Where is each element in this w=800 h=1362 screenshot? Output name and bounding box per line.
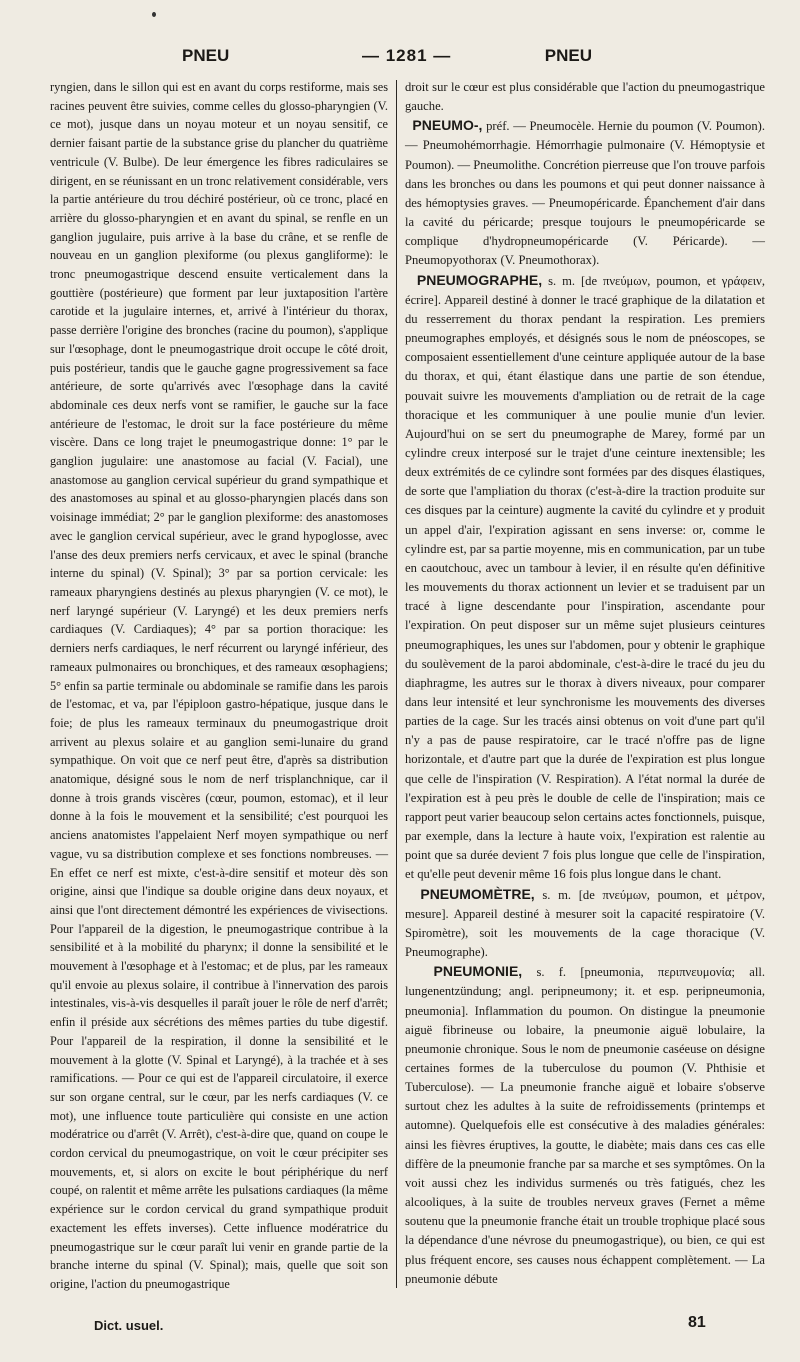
footer-signature: Dict. usuel.	[94, 1318, 164, 1333]
right-column	[405, 78, 765, 1289]
left-column-text: ryngien, dans le sillon qui est en avant du corps restiforme, mais ses racines peuvent être suivies, comme celles du glosso-pharyngien (V. ce mot), jusque dans un noyau moteur et un noyau sensitif, ce dernier faisant partie de la substance grise du plancher du quatrième ventricule (V. Bulbe). De leur émergence les fibres radiculaires se dirigent, en se réunissant en un tronc relativement considérable, vers la partie antérieure du trou déchiré postérieur, où ce tronc, placé en arrière du glosso-pharyngien et en avant du spinal, se renfle en un ganglion jugulaire, puis arrive à la base du crâne, et se renfle de nouveau en un ganglion plexiforme (ou plexus gangliforme): le tronc pneumogastrique descend ensuite verticalement dans la gouttière (postérieure) que forment par leur juxtaposition l'artère carotide et la jugulaire internes, et, arrivé à l'intérieur du thorax, passe derrière l'origine des bronches (racine du poumon), s'applique sur l'œsophage, dont le pneumogastrique droit occupe le côté droit, puis postérieur, tandis que le gauche gagne progressivement sa face antérieure, de sorte qu'arrivés avec l'œsophage dans la cavité abdominale ces deux nerfs vont se ramifier, le gauche sur la face antérieure de l'estomac, le droit sur la face postérieure du même viscère. Dans ce long trajet le pneumogastrique donne: 1° par le ganglion jugulaire: une anastomose au facial (V. Facial), une anastomose au ganglion cervical supérieur du grand sympathique et des anastomoses au spinal et au glosso-pharyngien placés dans son voisinage immédiat; 2° par le ganglion plexiforme: des anastomoses avec le ganglion cervical supérieur, avec le grand hypoglosse, avec l'anse des deux premiers nerfs cervicaux, et avec le spinal (branche interne du spinal) (V. Spinal); 3° par sa portion cervicale: les rameaux pharyngiens destinés au plexus pharyngien (V. ce mot), le nerf laryngé supérieur (V. Laryngé) et les deux premiers nerfs cardiaques (V. Cardiaques); 4° par sa portion thoracique: les derniers nerfs cardiaques, le nerf récurrent ou laryngé inférieur, des rameaux pulmonaires ou bronchiques, et des rameaux œsophagiens; 5° enfin sa partie terminale ou abdominale se ramifie dans les parois de l'estomac, et va, par l'épiploon gastro-hépatique, jusque dans le foie; de plus les rameaux terminaux du pneumogastrique droit arrivent au plexus solaire et au ganglion semi-lunaire du grand sympathique. On voit que ce nerf peut être, d'après sa distribution anatomique, désigné sous le nom de nerf trisplanchnique, car il donne à trois grands viscères (cœur, poumon, estomac), et il leur donne à la fois le mouvement et la sensibilité; c'est pourquoi les anciens anatomistes l'appelaient Nerf moyen sympathique ou nerf vague, vu sa distribution complexe et ses fonctions nombreuses. — En effet ce nerf est mixte, c'est-à-dire sensitif et moteur dès son origine, ainsi que l'indique sa double origine dans deux noyaux, et ainsi que l'ont directement démontré les expériences de vivisections. Pour l'appareil de la digestion, le pneumogastrique contribue à la sensibilité et à la mobilité du pharynx; il donne la sensibilité et le mouvement à l'œsophage et à l'estomac; et de plus, par les rameaux qu'il envoie au plexus solaire, il contribue à l'innervation des parois intestinales, vis-à-vis desquelles il paraît jouer le rôle de nerf d'arrêt; enfin il préside aux sécrétions des mêmes parties du tube digestif. Pour l'appareil de la respiration, il donne la sensibilité et le mouvement à la glotte (V. Spinal et Laryngé), à la trachée et à ses ramifications. — Pour ce qui est de l'appareil circulatoire, il exerce sur son organe central, sur le cœur, par les nerfs cardiaques (V. ce mot), une influence toute particulière qui consiste en une action modératrice ou d'arrêt (V. Arrêt), c'est-à-dire que, quand on coupe le cordon cervical du pneumogastrique, on voit le cœur précipiter ses mouvements, et, si alors on excite le bout périphérique du nerf coupé, on ralentit et même arrête les pulsations cardiaques (la même expérience sur le cordon cervical du grand sympathique produit exactement les effets inverses). Cette influence modératrice du pneumogastrique sur le cœur paraît lui venir en grande partie de la branche interne du spinal (V. Spinal); mais, quelle que soit son origine, l'action du pneumogastrique	[50, 80, 388, 1291]
entry-body-pneumo: préf. — Pneumocèle. Hernie du poumon (V. Poumon). — Pneumohémorrhagie. Hémorrhagie pulmonaire (V. Hémoptysie et Poumon). — Pneumolithe. Concrétion pierreuse que l'on trouve parfois dans les bronches ou dans les poumons et qui peut donner naissance à des hémoptysies graves. — Pneumopéricarde. Épanchement d'air dans la cavité du péricarde; presque toujours le pneumopéricarde se complique d'hydropneumopéricarde (V. Péricarde). — Pneumopyothorax (V. Pneumothorax).	[405, 119, 765, 268]
entry-body-pneumographe: s. m. [de πνεύμων, poumon, et γράφειν, écrire]. Appareil destiné à donner le tracé graphique de la dilatation et du resserrement du thorax pendant la respiration. Les premiers pneumographes employés, et désignés sous le nom de pnéoscopes, se composaient essentiellement d'une ceinture appliquée autour de la base du thorax, et qui, étant élastique dans une partie de son étendue, pouvait suivre les mouvements d'ampliation ou de retrait de la cage thoracique et les communiquer à une poulie munie d'un levier. Aujourd'hui on se sert du pneumographe de Marey, formé par un cylindre creux interposé sur le trajet d'une ceinture inextensible; les deux extrémités de ce cylindre sont formées par des disques élastiques, de sorte que l'ampliation du thorax (c'est-à-dire la traction produite sur ces disques par la ceinture) augmente la cavité du cylindre et y produit un appel d'air, l'expiration agissant en sens inverse: or, comme le cylindre est, par sa partie moyenne, mis en communication, par un tube en caoutchouc, avec un tambour à levier, il en résulte qu'en définitive les mouvements du thorax actionnent un levier et se traduisent par un tracé à ligne descendante pour l'inspiration, ascendante pour l'expiration. On peut disposer sur un même sujet plusieurs ceintures pneumographiques, les unes sur l'abdomen, pour y obtenir le graphique du soulèvement de la paroi abdominale, c'est-à-dire le tracé du jeu du diaphragme, les autres sur le thorax à divers niveaux, pour comparer dans leur intensité et leur synchronisme les mouvements des diverses parties de la cage. Sur les tracés ainsi obtenus on voit d'une part qu'il n'y a pas de pause respiratoire, car le tracé n'offre pas de ligne horizontale, et d'autre part que la durée de l'expiration est plus longue que celle de l'inspiration (V. Respiration). A l'état normal la durée de l'expiration est à peu près le double de celle de l'inspiration; mais ce rapport peut varier beaucoup selon certains actes fonctionnels, puisque, par exemple, dans la lecture à haute voix, l'expiration est ralentie au point que sa durée devient 7 fois plus longue que celle de l'inspiration, et qu'elle peut devenir même 16 fois plus longue dans le chant.	[405, 273, 766, 882]
ink-speck	[152, 12, 156, 17]
page-number-header: — 1281 —	[362, 46, 452, 65]
footer-sheet-number: 81	[688, 1314, 706, 1331]
entry-pneumo	[405, 116, 765, 270]
entry-heading-pneumometre: PNEUMOMÈTRE,	[420, 885, 535, 902]
continuation-text: droit sur le cœur est plus considérable que l'action du pneumogastrique gauche.	[405, 80, 765, 114]
header-right-word: PNEU	[544, 46, 592, 65]
entry-heading-pneumonie: PNEUMONIE,	[433, 963, 523, 980]
column-divider	[396, 80, 397, 1288]
left-column	[50, 78, 388, 1294]
entry-pneumonie	[405, 962, 765, 1289]
entry-heading-pneumo: PNEUMO-,	[412, 117, 483, 134]
entry-pneumographe	[405, 271, 765, 885]
entry-body-pneumonie: s. f. [pneumonia, περιπνευμονία; all. lungenentzündung; angl. peripneumony; it. et esp. peripneumonia, pneumonia]. Inflammation du poumon. On distingue la pneumonie aiguë fibrineuse ou lobaire, la pneumonie aiguë lobulaire, la pneumonie chronique. Sous le nom de pneumonie caséeuse on désigne certaines formes de la tuberculose du poumon (V. Phthisie et Tuberculose). — La pneumonie franche aiguë et lobaire s'observe surtout chez les adultes à la suite de refroidissements (printemps et automne). Quelquefois elle est consécutive à des maladies générales: ainsi les fièvres éruptives, la goutte, le diabète; mais dans ces cas elle diffère de la pneumonie franche par sa marche et ses symptômes. On la voit aussi chez les individus surmenés ou très fatigués, chez les alcooliques, à la suite de troubles nerveux graves (Fernet a même soutenu que la pneumonie franche était un trouble trophique placé sous la dépendance d'une névrose du pneumogastrique), ou bien, ce qui est plus fréquent encore, ses causes nous échappent complètement. — La pneumonie débute	[405, 965, 765, 1286]
entry-pneumometre	[405, 885, 765, 963]
header-left-word: PNEU	[182, 46, 230, 65]
running-header	[60, 46, 760, 72]
entry-body-pneumometre: s. m. [de πνεύμων, poumon, et μέτρον, mesure]. Appareil destiné à mesurer soit la capacité respiratoire (V. Spiromètre), soit les mouvements de la cage thoracique (V. Pneumographe).	[405, 887, 766, 960]
entry-heading-pneumographe: PNEUMOGRAPHE,	[416, 271, 543, 288]
